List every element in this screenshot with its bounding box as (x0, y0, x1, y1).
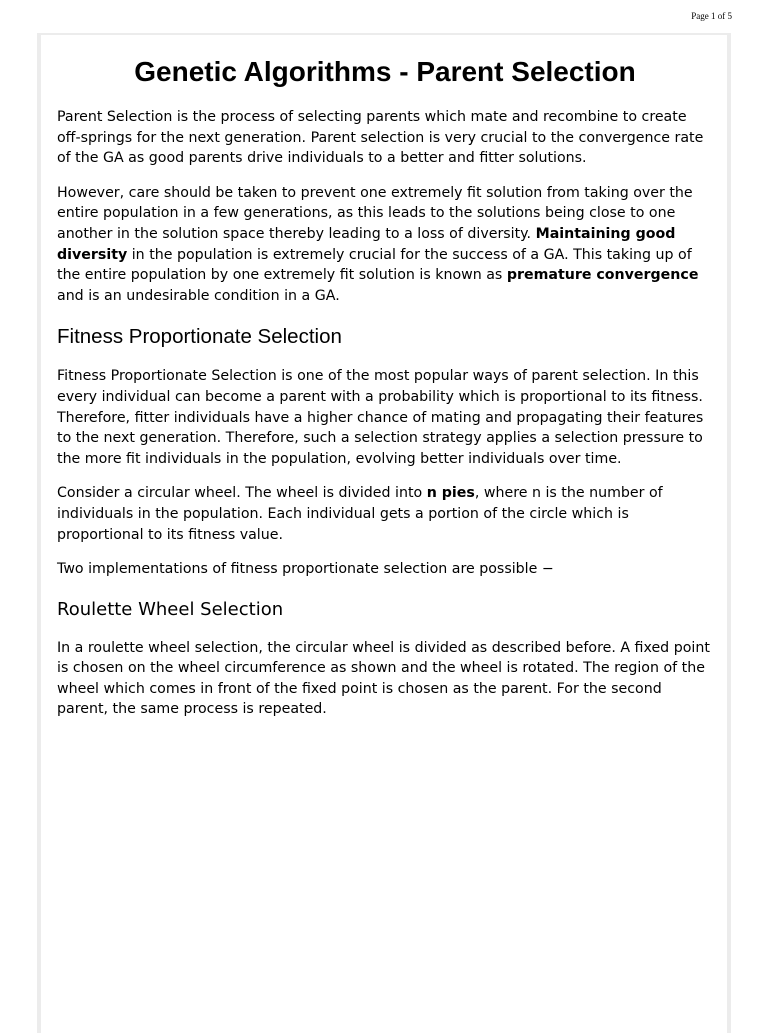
subsection-heading-rws: Roulette Wheel Selection (57, 598, 284, 620)
fps-paragraph-3: Two implementations of fitness proportionate selection are possible − (57, 561, 554, 578)
intro-p2-text-b: in the population is extremely crucial for the success of a GA. This taking up of the entire population by one extremely fit solution is known as (57, 246, 692, 284)
fps-p2-text-a: Consider a circular wheel. The wheel is divided into (57, 485, 427, 502)
intro-p2-text-c: and is an undesirable condition in a GA. (57, 287, 340, 304)
intro-p2-text-a: However, care should be taken to prevent one extremely fit solution from taking over the entire population in a few generations, as this leads to the solutions being close to one another in the solution space thereby leading to a loss of diversity. (57, 184, 693, 242)
document-page (37, 33, 731, 1033)
fps-p2-bold-a: n pies (426, 485, 475, 502)
page-title: Genetic Algorithms - Parent Selection (134, 56, 636, 87)
intro-p2-bold-a: Maintaining good diversity (57, 225, 676, 263)
fps-paragraph-1: Fitness Proportionate Selection is one of the most popular ways of parent selection. In this every individual can become a parent with a probability which is proportional to its fitness. Therefore, fitter individuals have a higher chance of mating and propagating their features to the next generation. Therefore, such a selection strategy applies a selection pressure to the more fit individuals in the population, evolving better individuals over time. (57, 368, 704, 467)
document-content (57, 51, 713, 734)
fps-paragraph-2 (57, 483, 713, 545)
page-indicator: Page 1 of 5 (691, 11, 732, 21)
intro-paragraph-2 (57, 183, 713, 307)
rws-paragraph-1: In a roulette wheel selection, the circular wheel is divided as described before. A fixed point is chosen on the wheel circumference as shown and the wheel is rotated. The region of the wheel which comes in front of the fixed point is chosen as the parent. For the second parent, the same process is repeated. (57, 639, 710, 718)
section-heading-fps: Fitness Proportionate Selection (57, 325, 342, 349)
fps-p2-text-b: , where n is the number of individuals in the population. Each individual gets a portion of the circle which is proportional to its fitness value. (57, 485, 663, 543)
intro-paragraph-1: Parent Selection is the process of selecting parents which mate and recombine to create off-springs for the next generation. Parent selection is very crucial to the convergence rate of the GA as good parents drive individuals to a better and fitter solutions. (57, 109, 704, 167)
intro-p2-bold-b: premature convergence (506, 267, 699, 284)
